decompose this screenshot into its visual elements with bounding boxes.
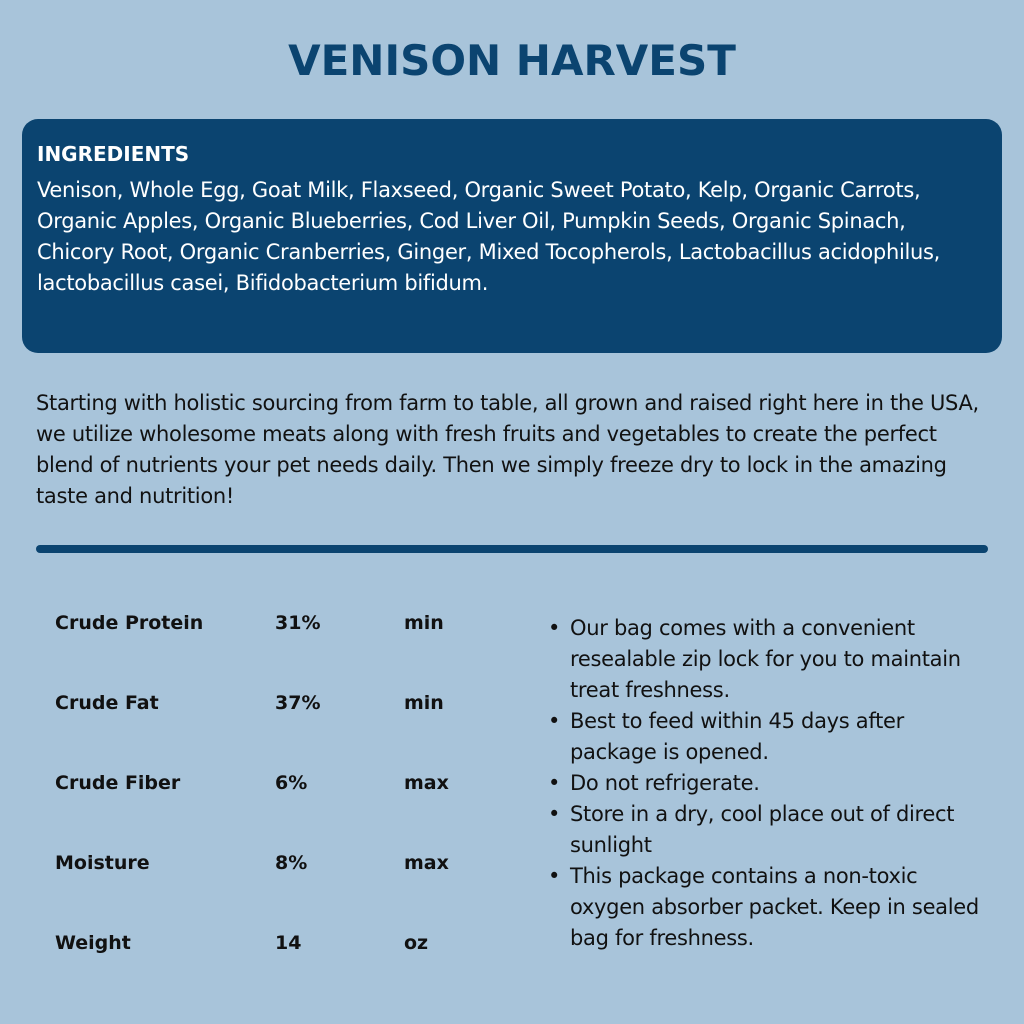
nutrition-row-weight [55, 928, 495, 1008]
nutrient-unit: max [404, 772, 449, 794]
note-text: Do not refrigerate. [570, 771, 760, 795]
nutrient-name: Crude Fiber [55, 772, 181, 794]
nutrient-value: 31% [275, 612, 321, 634]
nutrient-unit: min [404, 612, 444, 634]
nutrition-row-protein [55, 608, 495, 688]
list-item [540, 799, 990, 861]
page-title: VENISON HARVEST [288, 36, 736, 85]
nutrient-value: 14 [275, 932, 302, 954]
note-text: Best to feed within 45 days after package is opened. [570, 709, 904, 764]
list-item [540, 861, 990, 954]
nutrient-name: Crude Fat [55, 692, 159, 714]
ingredients-list: Venison, Whole Egg, Goat Milk, Flaxseed, Organic Sweet Potato, Kelp, Organic Carrots, Organic Apples, Organic Blueberries, Cod Liver Oil, Pumpkin Seeds, Organic Spinach, Chicory Root, Organic Cranberries, Ginger, Mixed Tocopherols, Lactobacillus acidophilus, lactobacillus casei, Bifidobacterium bifidum. [37, 178, 941, 295]
ingredients-heading: INGREDIENTS [37, 142, 190, 166]
nutrient-name: Crude Protein [55, 612, 204, 634]
note-text: This package contains a non-toxic oxygen absorber packet. Keep in sealed bag for freshness. [570, 864, 979, 950]
bullet-icon: • [548, 709, 561, 733]
nutrient-name: Moisture [55, 852, 150, 874]
nutrition-row-fat [55, 688, 495, 768]
nutrient-name: Weight [55, 932, 131, 954]
bullet-icon: • [548, 864, 561, 888]
nutrient-value: 8% [275, 852, 308, 874]
bullet-icon: • [548, 616, 561, 640]
list-item [540, 768, 990, 799]
nutrient-value: 37% [275, 692, 321, 714]
nutrition-row-moisture [55, 848, 495, 928]
list-item [540, 613, 990, 706]
care-notes-list [540, 613, 990, 954]
nutrient-unit: oz [404, 932, 429, 954]
list-item [540, 706, 990, 768]
section-divider [36, 545, 988, 553]
nutrient-value: 6% [275, 772, 308, 794]
product-description: Starting with holistic sourcing from farm to table, all grown and raised right here in the USA, we utilize wholesome meats along with fresh fruits and vegetables to create the perfect blend of nutrients your pet needs daily. Then we simply freeze dry to lock in the amazing taste and nutrition! [36, 391, 979, 508]
nutrient-unit: min [404, 692, 444, 714]
ingredients-panel [22, 119, 1002, 353]
bullet-icon: • [548, 771, 561, 795]
nutrition-row-fiber [55, 768, 495, 848]
note-text: Store in a dry, cool place out of direct sunlight [570, 802, 955, 857]
bullet-icon: • [548, 802, 561, 826]
guaranteed-analysis [55, 608, 495, 1008]
nutrient-unit: max [404, 852, 449, 874]
note-text: Our bag comes with a convenient resealable zip lock for you to maintain treat freshness. [570, 616, 961, 702]
